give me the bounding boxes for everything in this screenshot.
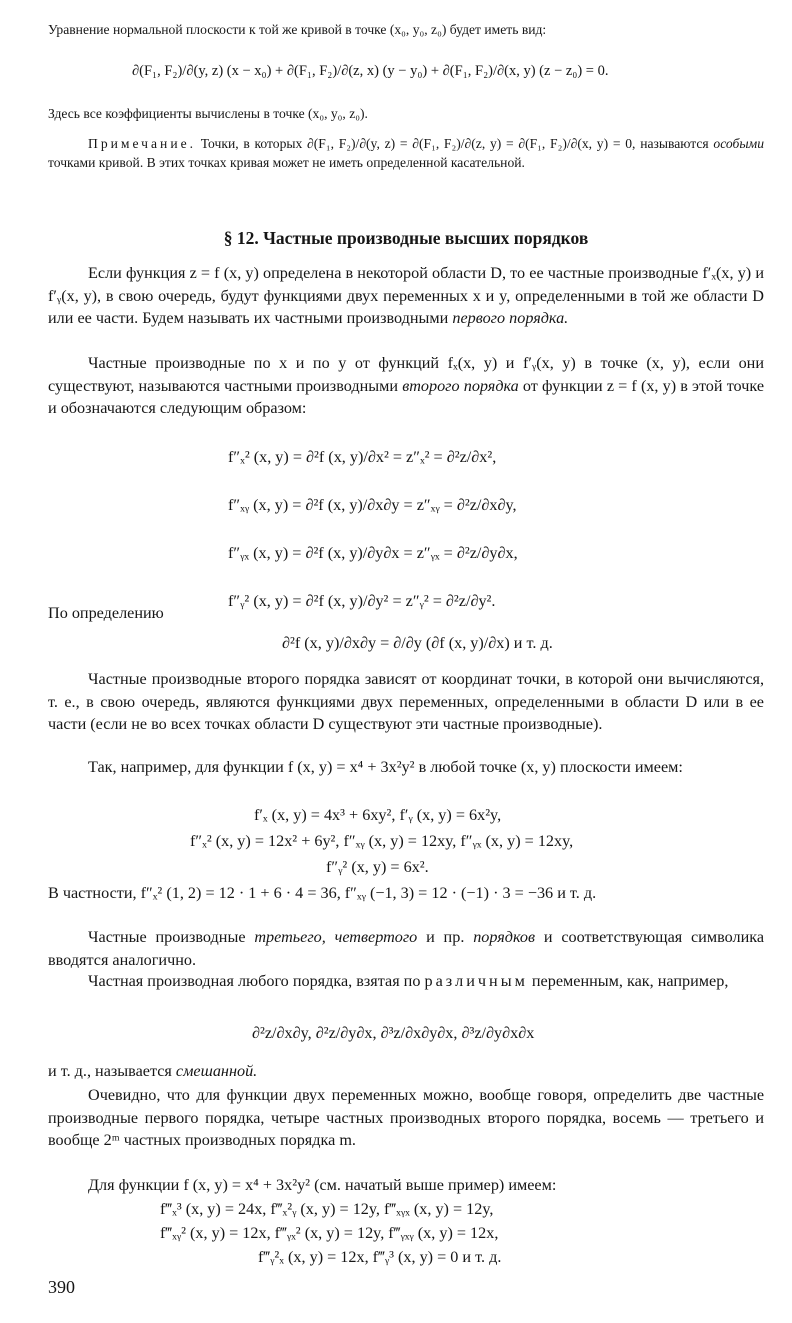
p7-spaced: различным: [424, 972, 528, 990]
paragraph-dependence: Частные производные второго порядка зависят от координат точки, в которой они вычисляются, т. е., в свою очередь, являются функциями двух переменных, определенными в области D или в ее части (если не во всех точках области D существуют эти частные производные).: [48, 670, 764, 733]
p6-text-a: Частные производные: [88, 928, 246, 946]
third-order-line-2: f‴ₓᵧ² (x, y) = 12x, f‴ᵧₓ² (x, y) = 12y, f‴ᵧₓᵧ (x, y) = 12x,: [160, 1224, 499, 1242]
def-formula-xx: f″ₓ² (x, y) = ∂²f (x, y)/∂x² = z″ₓ² = ∂²z/∂x²,: [228, 448, 497, 466]
remark-emphasis: особыми: [713, 136, 765, 151]
p2-emphasis: второго порядка: [402, 376, 519, 395]
p6-emphasis-2: порядков: [473, 928, 536, 946]
by-definition-formula: ∂²f (x, y)/∂x∂y = ∂/∂y (∂f (x, y)/∂x) и т. д.: [282, 634, 553, 652]
p2-text-b: от функции z = f (x, y) в этой точке и обозначаются следующим образом:: [48, 376, 765, 417]
normal-plane-intro: Уравнение нормальной плоскости к той же кривой в точке (x₀, y₀, z₀) будет иметь вид:: [48, 22, 547, 37]
p8-emphasis: смешанной.: [175, 1062, 258, 1080]
mixed-derivatives-formula: ∂²z/∂x∂y, ∂²z/∂y∂x, ∂³z/∂x∂y∂x, ∂³z/∂y∂x∂x: [252, 1024, 535, 1042]
remark-post-2: точками кривой. В этих точках кривая может не иметь определенной касательной.: [48, 155, 525, 170]
paragraph-count: Очевидно, что для функции двух переменных можно, вообще говоря, определить две частные производные первого порядка, четыре частных производных второго порядка, восемь — третьего и вообще 2ᵐ частных производных порядка m.: [48, 1086, 764, 1149]
page-number: 390: [48, 1277, 75, 1297]
coefficients-note: Здесь все коэффициенты вычислены в точке (x₀, y₀, z₀).: [48, 106, 368, 121]
def-formula-yy: f″ᵧ² (x, y) = ∂²f (x, y)/∂y² = z″ᵧ² = ∂²z/∂y².: [228, 592, 496, 610]
remark-formula: ∂(F₁, F₂)/∂(y, z) = ∂(F₁, F₂)/∂(z, y) = ∂(F₁, F₂)/∂(x, y) = 0,: [307, 136, 636, 151]
example-first-derivatives: f′ₓ (x, y) = 4x³ + 6xy², f′ᵧ (x, y) = 6x²y,: [254, 806, 502, 824]
p6-text-b: и пр.: [426, 928, 465, 946]
paragraph-second-order: [48, 352, 764, 420]
p8-text: и т. д., называется: [48, 1062, 172, 1080]
p7-text-a: Частная производная любого порядка, взятая по: [88, 972, 421, 990]
def-formula-xy: f″ₓᵧ (x, y) = ∂²f (x, y)/∂x∂y = z″ₓᵧ = ∂²z/∂x∂y,: [228, 496, 517, 514]
mixed-called-line: [48, 1060, 764, 1083]
remark-paragraph: [48, 134, 764, 172]
p6-text-c: и соответствующая символика вводятся аналогично.: [48, 928, 765, 969]
third-order-line-3: f‴ᵧ²ₓ (x, y) = 12x, f‴ᵧ³ (x, y) = 0 и т. д.: [258, 1248, 502, 1266]
paragraph-example: Так, например, для функции f (x, y) = x⁴ + 3x²y² в любой точке (x, y) плоскости имеем:: [88, 758, 683, 776]
paragraph-third-order: Для функции f (x, y) = x⁴ + 3x²y² (см. начатый выше пример) имеем:: [88, 1176, 557, 1194]
section-title: § 12. Частные производные высших порядков: [223, 228, 589, 248]
p1-emphasis: первого порядка.: [452, 309, 569, 327]
paragraph-mixed: [48, 970, 764, 993]
third-order-line-1: f‴ₓ³ (x, y) = 24x, f‴ₓ²ᵧ (x, y) = 12y, f‴ₓᵧₓ (x, y) = 12y,: [160, 1200, 494, 1218]
def-formula-yx: f″ᵧₓ (x, y) = ∂²f (x, y)/∂y∂x = z″ᵧₓ = ∂²z/∂y∂x,: [228, 544, 518, 562]
example-second-derivatives: f″ₓ² (x, y) = 12x² + 6y², f″ₓᵧ (x, y) = 12xy, f″ᵧₓ (x, y) = 12xy,: [190, 832, 574, 850]
p1-text: Если функция z = f (x, y) определена в некоторой области D, то ее частные производные f′ₓ(x, y) и f′ᵧ(x, y), в свою очередь, будут функциями двух переменных x и y, определенными в той же области D или ее части. Будем называть их частными производными: [48, 264, 764, 327]
p6-emphasis-1: третьего, четвертого: [254, 928, 418, 946]
paragraph-first-order: [48, 262, 764, 330]
p2-text-a: Частные производные по x и по y от функций fₓ(x, y) и f′ᵧ(x, y) в точке (x, y), если они существуют, называются частными производными: [48, 354, 764, 395]
paragraph-higher-orders: [48, 926, 764, 971]
by-definition-label: По определению: [48, 604, 164, 622]
p7-text-b: переменным, как, например,: [531, 972, 729, 990]
paragraph-particular-values: В частности, f″ₓ² (1, 2) = 12 · 1 + 6 · 4 = 36, f″ₓᵧ (−1, 3) = 12 · (−1) · 3 = −36 и т. д.: [48, 884, 597, 902]
remark-post-1: называются: [640, 136, 709, 151]
example-fyy: f″ᵧ² (x, y) = 6x².: [326, 858, 429, 876]
normal-plane-equation: ∂(F₁, F₂)/∂(y, z) (x − x₀) + ∂(F₁, F₂)/∂(z, x) (y − y₀) + ∂(F₁, F₂)/∂(x, y) (z − z₀) = 0.: [132, 63, 609, 79]
remark-label: Примечание.: [88, 136, 197, 151]
remark-pre: Точки, в которых: [200, 136, 303, 151]
